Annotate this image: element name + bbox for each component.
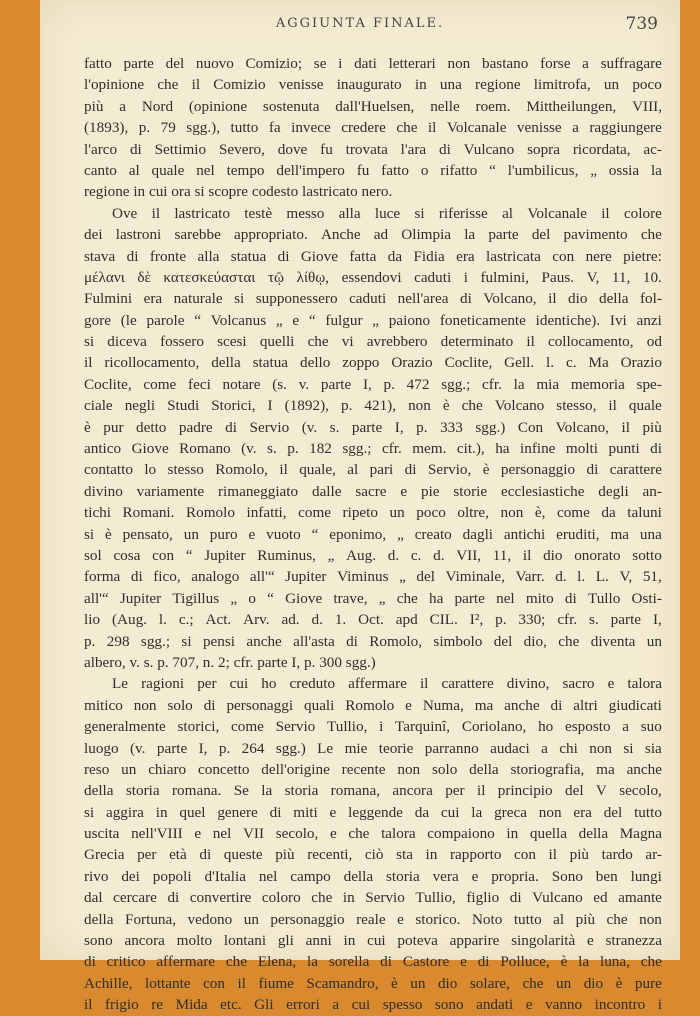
text-line: si è pensato, un puro e vuoto “ eponimo, „ creato dagli antichi eruditi, ma una	[84, 525, 662, 543]
running-title: AGGIUNTA FINALE.	[275, 16, 445, 31]
text-line: gore (le parole “ Volcanus „ e “ fulgur „ paiono foneticamente identiche). Ivi anzi	[84, 311, 662, 329]
text-line: reso un chiaro concetto dell'origine recente non solo della storiografia, ma anche	[84, 760, 662, 778]
text-line: contatto lo stesso Romolo, il quale, al pari di Servio, è personaggio di carattere	[84, 461, 662, 479]
text-line: μέλανι δὲ κατεσκεύασται τῷ λίθῳ, essendovi caduti i fulmini, Paus. V, 11, 10.	[84, 268, 662, 286]
text-line: (1893), p. 79 sgg.), tutto fa invece credere che il Volcanale venisse a raggiungere	[84, 119, 662, 137]
text-line: uscita nell'VIII e nel VII secolo, e che talora compaiono in quella della Magna	[84, 825, 662, 843]
text-line: albero, v. s. p. 707, n. 2; cfr. parte I, p. 300 sgg.)	[84, 653, 376, 671]
text-line: l'arco di Settimio Severo, dove fu trovata l'ara di Vulcano sopra ricordata, ac-	[84, 140, 662, 158]
text-line: canto al quale nel tempo dell'impero fu fatto o rifatto “ l'umbilicus, „ ossia la	[84, 161, 662, 179]
text-line: il frigio re Mida etc. Gli errori a cui spesso sono andati e vanno incontro i	[84, 996, 662, 1014]
text-line: luogo (v. parte I, p. 264 sgg.) Le mie teorie parranno audaci a chi non si sia	[84, 739, 662, 757]
text-line: stava di fronte alla statua di Giove fatta da Fidia era lastricata con nere pietre:	[84, 247, 662, 265]
text-line: si aggira in quel genere di miti e leggende da cui la greca non era del tutto	[84, 803, 662, 821]
text-line: Coclite, come feci notare (s. v. parte I, p. 472 sgg.; cfr. la mia memoria spe-	[84, 375, 662, 393]
text-line: rivo dei popoli d'Italia nel campo della storia vera e propria. Sono ben lungi	[84, 867, 662, 885]
book-page	[40, 0, 680, 1014]
text-line: regione in cui ora si scopre codesto lastricato nero.	[84, 183, 393, 201]
text-line: più a Nord (opinione sostenuta dall'Huelsen, nelle roem. Mittheilungen, VIII,	[84, 97, 662, 115]
text-line: tichi Romani. Romolo infatti, come ripeto un poco oltre, non è, come da taluni	[84, 504, 662, 522]
page-number: 739	[625, 14, 658, 34]
text-line: della Fortuna, vedono un personaggio reale e storico. Noto tutto al più che non	[84, 910, 662, 928]
text-line: l'opinione che il Comizio venisse inaugurato in una regione limitrofa, un poco	[84, 76, 662, 94]
text-line: della storia romana. Se la storia romana, ancora per il principio del V secolo,	[84, 782, 662, 800]
text-line: Le ragioni per cui ho creduto affermare il carattere divino, sacro e talora	[112, 675, 662, 693]
text-line: si diceva fossero scesi quelli che vi avrebbero determinato il collocamento, od	[84, 333, 662, 351]
text-line: Grecia per età di queste più recenti, ciò sta in rapporto con il più tardo ar-	[84, 846, 662, 864]
body-text	[84, 53, 662, 1016]
text-line: p. 298 sgg.; si pensi anche all'asta di Romolo, simbolo del dio, che diventa un	[84, 632, 662, 650]
text-line: Ove il lastricato testè messo alla luce si riferisse al Volcanale il colore	[112, 204, 662, 222]
text-line: fatto parte del nuovo Comizio; se i dati letterari non bastano forse a suffragare	[84, 55, 662, 72]
text-line: Fulmini era naturale si supponessero caduti nell'area di Volcano, il dio della fol-	[84, 290, 662, 308]
text-line: è pur detto padre di Servio (v. s. parte I, p. 333 sgg.) Con Volcano, il più	[84, 418, 662, 436]
text-line: divino variamente rimaneggiato dalle sacre e pie storie ecclesiastiche degli an-	[84, 482, 662, 500]
text-line: dei lastroni sarebbe appropriato. Anche ad Olimpia la parte del pavimento che	[84, 226, 662, 244]
text-line: sol cosa con “ Jupiter Ruminus, „ Aug. d. c. d. VII, 11, il dio onorato sotto	[84, 546, 662, 564]
text-line: mitico non solo di personaggi quali Romolo e Numa, ma anche di altri giudicati	[84, 696, 662, 714]
text-line: Achille, lottante con il fiume Scamandro, è un dio solare, che un dio è pure	[84, 974, 662, 992]
text-line: generalmente storici, come Servio Tullio, i Tarquinî, Coriolano, ho esposto a suo	[84, 718, 662, 736]
text-line: sono ancora molto lontani gli anni in cui poteva apparire singolarità e stranezza	[84, 932, 662, 950]
text-line: dal cercare di convertire coloro che in Servio Tullio, figlio di Vulcano ed amante	[84, 889, 662, 907]
text-line: lio (Aug. l. c.; Act. Arv. ad. d. 1. Oct. apd CIL. I², p. 330; cfr. s. parte I,	[84, 611, 662, 629]
text-line: di critico affermare che Elena, la sorella di Castore e di Polluce, è la luna, che	[84, 953, 662, 971]
text-line: forma di fico, analogo all'“ Jupiter Viminus „ del Viminale, Varr. d. l. L. V, 51,	[84, 568, 662, 586]
text-line: all'“ Jupiter Tigillus „ o “ Giove trave, „ che ha parte nel mito di Tullo Osti-	[84, 589, 662, 607]
text-line: ciale negli Studi Storici, I (1892), p. 421), non è che Volcano stesso, il quale	[84, 397, 662, 415]
page-header	[40, 14, 680, 42]
text-line: antico Giove Romano (v. s. p. 182 sgg.; cfr. mem. cit.), ha infine molti punti di	[84, 440, 662, 458]
text-line: il ricollocamento, della statua dello zoppo Orazio Coclite, Gell. l. c. Ma Orazio	[84, 354, 662, 372]
